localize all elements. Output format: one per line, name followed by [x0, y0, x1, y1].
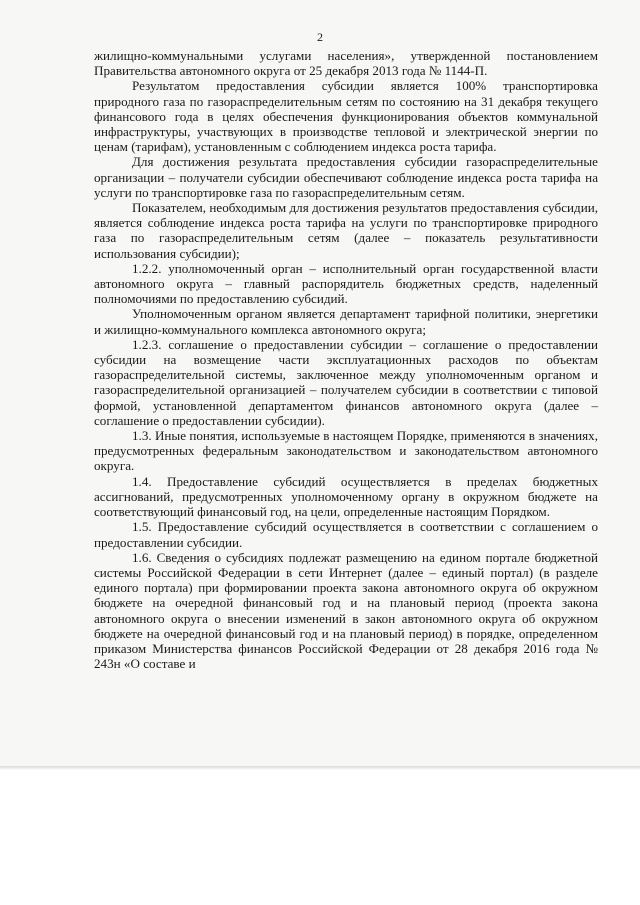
document-body [94, 48, 598, 671]
paragraph-1-6: 1.6. Сведения о субсидиях подлежат размещению на едином портале бюджетной системы Российской Федерации в сети Интернет (далее – единый портал) (в разделе единого портала) при формировании проекта закона автономного округа об окружном бюджете на очередной финансовый год и на плановый период (проекта закона автономного округа о внесении изменений в закон автономного округа об окружном бюджете на очередной финансовый год и на плановый период) в порядке, определенном приказом Министерства финансов Российской Федерации от 28 декабря 2016 года № 243н «О составе и [94, 549, 598, 672]
paragraph-1-5: 1.5. Предоставление субсидий осуществляется в соответствии с соглашением о предоставлении субсидии. [94, 519, 598, 550]
paragraph-1-4: 1.4. Предоставление субсидий осуществляется в пределах бюджетных ассигнований, предусмотренных уполномоченному органу в окружном бюджете на соответствующий финансовый год, на цели, определенные настоящим Порядком. [94, 473, 598, 520]
paragraph-1-2-2: 1.2.2. уполномоченный орган – исполнительный орган государственной власти автономного округа – главный распорядитель бюджетных средств, наделенный полномочиями по предоставлению субсидий. [94, 260, 598, 307]
paragraph-authorized-body: Уполномоченным органом является департамент тарифной политики, энергетики и жилищно-коммунального комплекса автономного округа; [94, 306, 598, 337]
paragraph-result: Результатом предоставления субсидии является 100% транспортировка природного газа по газораспределительным сетям по состоянию на 31 декабря текущего финансового года в целях обеспечения функционирования объектов коммунальной инфраструктуры, участвующих в производстве тепловой и электрической энергии по ценам (тарифам), установленным с соблюдением индекса роста тарифа. [94, 78, 598, 155]
paragraph-1-3: 1.3. Иные понятия, используемые в настоящем Порядке, применяются в значениях, предусмотренных федеральным законодательством и законодательством автономного округа. [94, 428, 598, 474]
scan-bottom-edge [0, 766, 640, 770]
paragraph-achievement: Для достижения результата предоставления субсидии газораспределительные организации – получатели субсидии обеспечивают соблюдение индекса роста тарифа на услуги по транспортировке газа по газораспределительным сетям. [94, 154, 598, 200]
paragraph-continuation: жилищно-коммунальными услугами населения», утвержденной постановлением Правительства автономного округа от 25 декабря 2013 года № 1144-П. [94, 48, 598, 79]
paragraph-indicator: Показателем, необходимым для достижения результатов предоставления субсидии, является соблюдение индекса роста тарифа на услуги по транспортировке природного газа по газораспределительным сетям (далее – показатель результативности использования субсидии); [94, 200, 598, 261]
paragraph-1-2-3: 1.2.3. соглашение о предоставлении субсидии – соглашение о предоставлении субсидии на возмещение части эксплуатационных расходов по объектам газораспределительной системы, заключенное между уполномоченным органом и газораспределительной организацией – получателем субсидии в соответствии с типовой формой, установленной департаментом финансов автономного округа (далее – соглашение о предоставлении субсидии). [94, 336, 598, 428]
page-number: 2 [317, 30, 323, 44]
